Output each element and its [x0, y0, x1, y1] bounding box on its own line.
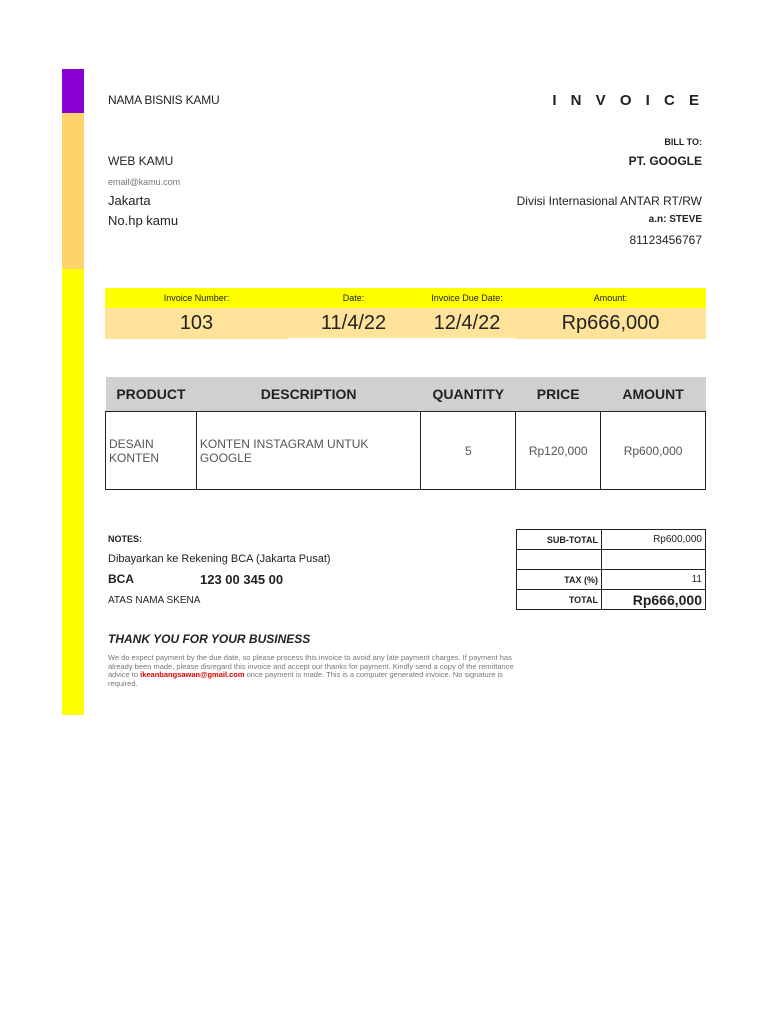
invoice-title: I N V O I C E — [552, 92, 704, 109]
accent-bar-yellow — [62, 269, 84, 715]
bank-account-number: 123 00 345 00 — [200, 572, 284, 587]
total-label: TOTAL — [517, 590, 602, 610]
tax-label: TAX (%) — [517, 570, 602, 590]
totals-table — [516, 529, 706, 610]
due-date-value: 12/4/22 — [419, 308, 515, 339]
client-phone: 81123456767 — [629, 233, 702, 247]
item-quantity: 5 — [421, 412, 516, 490]
summary-value-row — [105, 308, 706, 339]
header-description: DESCRIPTION — [196, 377, 420, 412]
line-items-table — [105, 377, 706, 490]
total-row — [517, 590, 706, 610]
bill-to-label: BILL TO: — [664, 137, 702, 147]
date-label: Date: — [342, 293, 365, 303]
item-product: DESAIN KONTEN — [106, 412, 197, 490]
subtotal-value: Rp600,000 — [602, 530, 706, 550]
fine-print-after: once payment is made. This is a computer generated invoice. No signature is required. — [108, 670, 503, 688]
fine-print — [108, 654, 518, 688]
due-date-label: Invoice Due Date: — [431, 293, 503, 303]
invoice-number-label: Invoice Number: — [163, 293, 230, 303]
tax-value: 11 — [602, 570, 706, 590]
line-items-header — [106, 377, 706, 412]
item-price: Rp120,000 — [516, 412, 601, 490]
item-amount: Rp600,000 — [601, 412, 706, 490]
client-company: PT. GOOGLE — [628, 154, 702, 168]
header-amount: AMOUNT — [601, 377, 706, 412]
accent-bar-purple — [62, 69, 84, 113]
table-row — [106, 412, 706, 490]
invoice-summary — [105, 288, 706, 339]
sender-city: Jakarta — [108, 193, 151, 208]
summary-header-row — [105, 288, 706, 308]
subtotal-row — [517, 530, 706, 550]
sender-email: email@kamu.com — [108, 177, 181, 187]
bank-account-name: ATAS NAMA SKENA — [108, 595, 201, 606]
client-attention: a.n: STEVE — [648, 214, 702, 225]
tax-row — [517, 570, 706, 590]
notes-label: NOTES: — [108, 534, 143, 544]
sender-phone: No.hp kamu — [108, 213, 179, 228]
sender-web: WEB KAMU — [108, 154, 174, 168]
empty-row — [517, 550, 706, 570]
amount-label: Amount: — [593, 293, 628, 303]
subtotal-label: SUB-TOTAL — [517, 530, 602, 550]
business-name: NAMA BISNIS KAMU — [108, 93, 220, 107]
empty-value-cell — [602, 550, 706, 570]
thank-you-heading: THANK YOU FOR YOUR BUSINESS — [108, 632, 311, 646]
bank-code: BCA — [108, 572, 134, 586]
fine-print-before: We do expect payment by the due date, so please process this invoice to avoid any late payment charges. If payment has already been made, please disregard this invoice and accept our thanks for payment. Kindly send a copy of the remittance advice to — [108, 653, 514, 679]
invoice-number-value: 103 — [179, 312, 214, 334]
total-value: Rp666,000 — [602, 590, 706, 610]
client-division: Divisi Internasional ANTAR RT/RW — [516, 194, 702, 208]
empty-label-cell — [517, 550, 602, 570]
notes-bank-text: Dibayarkan ke Rekening BCA (Jakarta Pusat) — [108, 553, 331, 565]
amount-value: Rp666,000 — [561, 312, 660, 334]
item-description: KONTEN INSTAGRAM UNTUK GOOGLE — [196, 412, 420, 490]
date-value: 11/4/22 — [288, 308, 419, 339]
header-price: PRICE — [516, 377, 601, 412]
header-product: PRODUCT — [106, 377, 197, 412]
header-quantity: QUANTITY — [421, 377, 516, 412]
accent-bar-orange — [62, 113, 84, 269]
contact-email-link[interactable]: ikeanbangsawan@gmail.com — [140, 670, 245, 679]
